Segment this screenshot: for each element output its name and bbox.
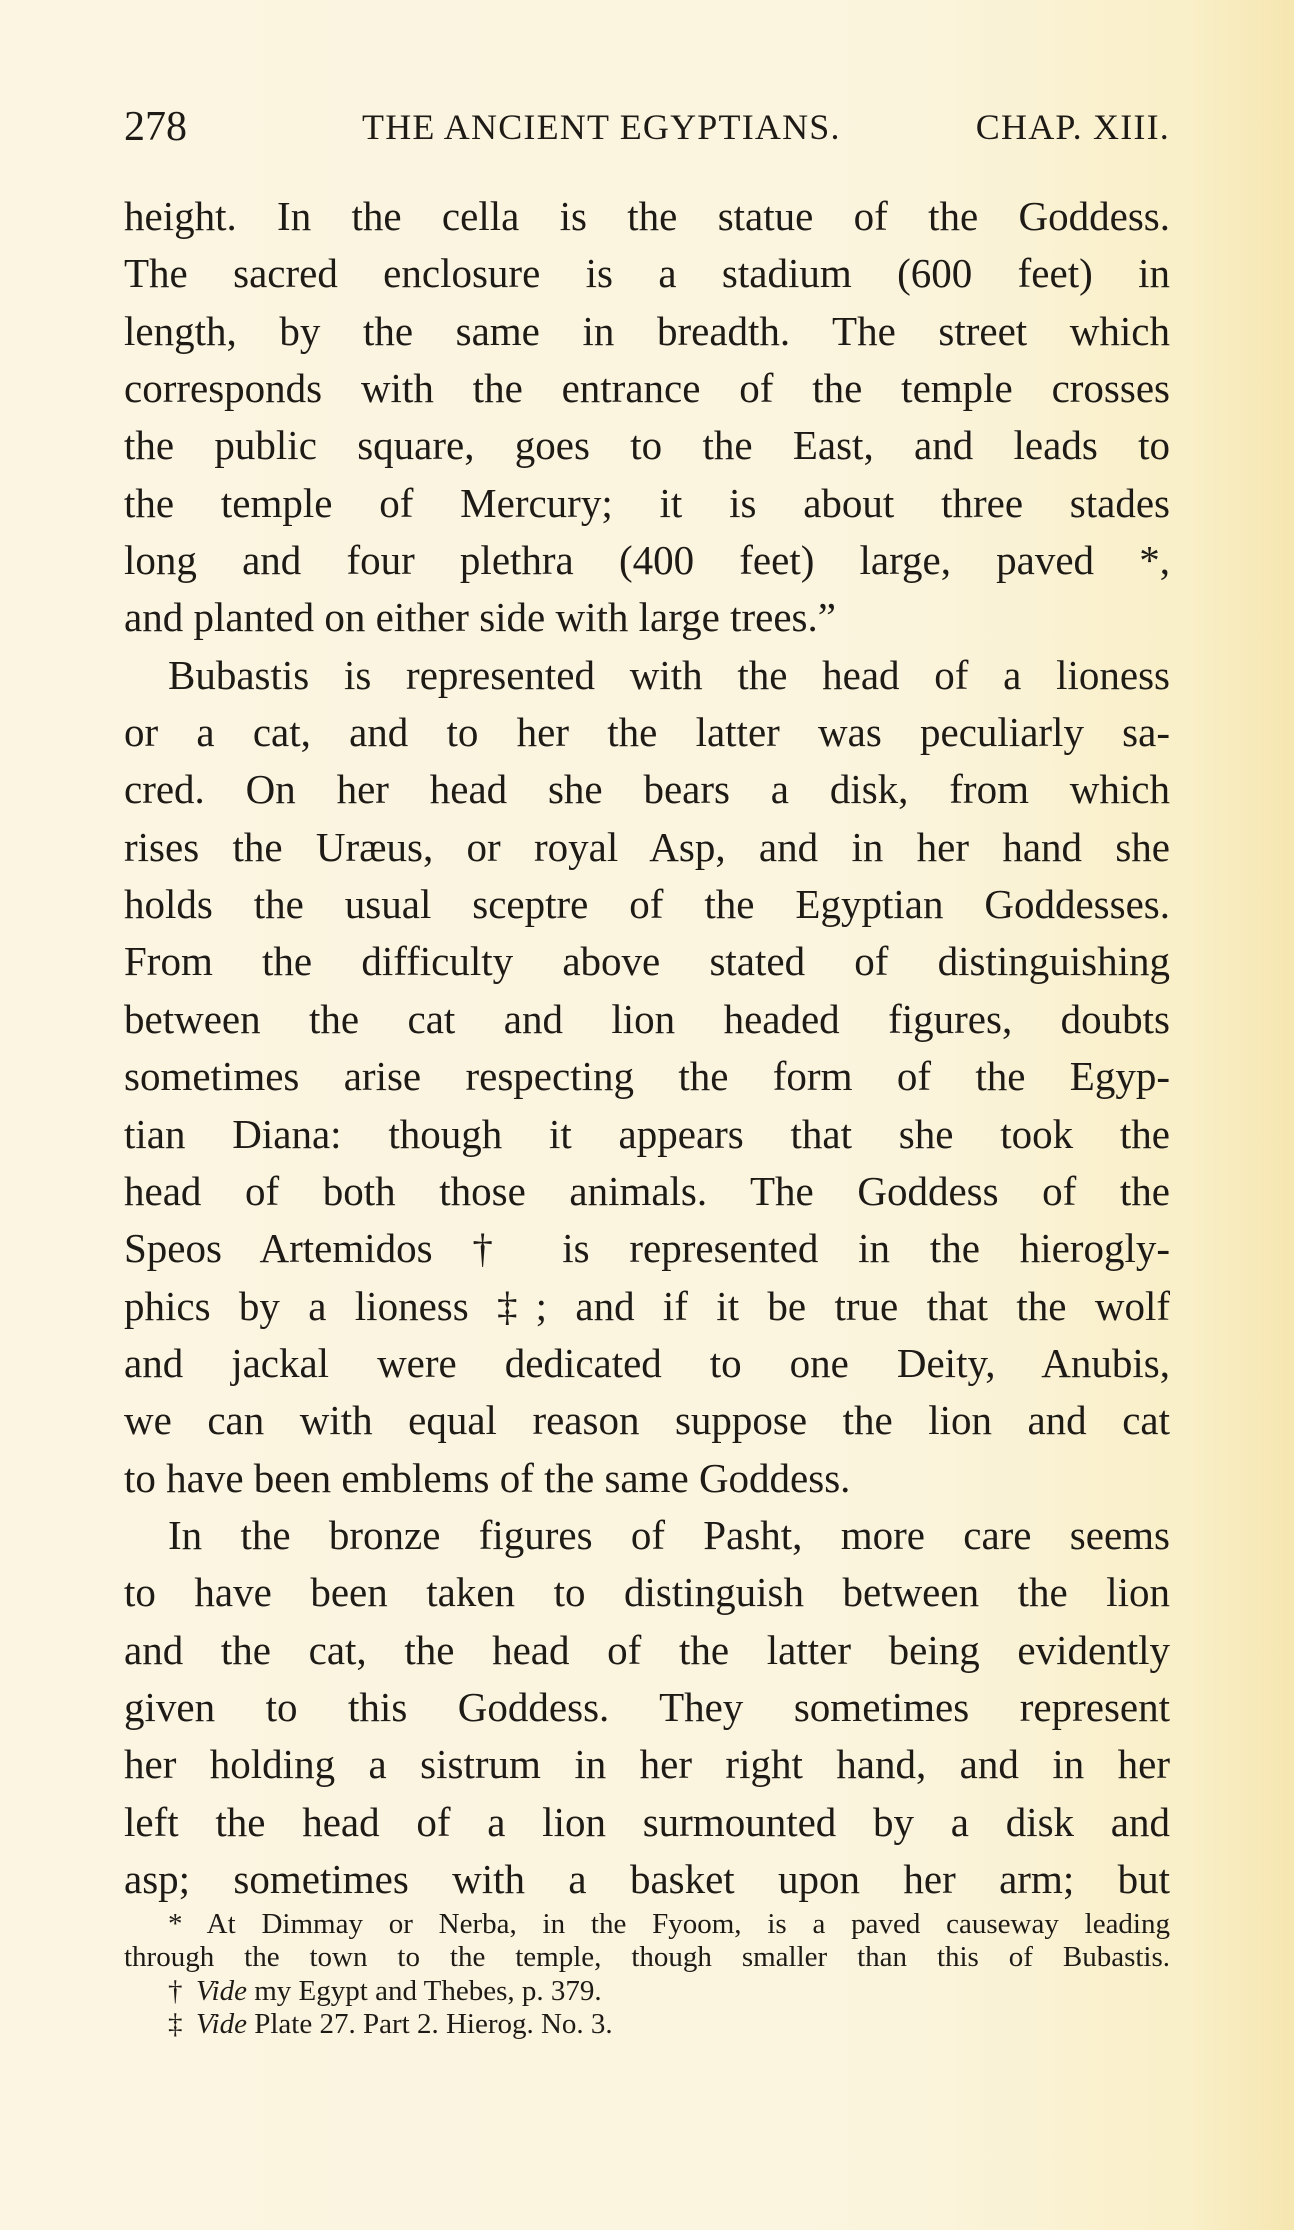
- footnote-line: [124, 1975, 1170, 2008]
- text-line: the public square, goes to the East, and leads to: [124, 422, 1170, 469]
- text-line: asp; sometimes with a basket upon her arm; but: [124, 1855, 1170, 1902]
- text-line: holds the usual sceptre of the Egyptian Goddesses.: [124, 881, 1170, 928]
- running-title: THE ANCIENT EGYPTIANS.: [362, 107, 841, 147]
- text-line: given to this Goddess. They sometimes represent: [124, 1683, 1170, 1730]
- page-number: 278: [124, 104, 187, 150]
- text-line: phics by a lioness ‡; and if it be true that the wolf: [124, 1282, 1170, 1329]
- footnote-text: my Egypt and Thebes, p. 379.: [254, 1974, 602, 2007]
- text-line: and jackal were dedicated to one Deity, Anubis,: [124, 1339, 1170, 1386]
- dagger-mark: †: [168, 1974, 183, 2007]
- vide-italic: Vide: [196, 2007, 247, 2040]
- text-line: to have been taken to distinguish between the lion: [124, 1569, 1170, 1616]
- text-line: height. In the cella is the statue of the Goddess.: [124, 193, 1170, 239]
- footnote-line: through the town to the temple, though smaller than this of Bubastis.: [124, 1941, 1170, 1974]
- text-line: tian Diana: though it appears that she took the: [124, 1110, 1170, 1157]
- text-line: corresponds with the entrance of the temple crosses: [124, 365, 1170, 412]
- text-line: and planted on either side with large trees.”: [124, 594, 836, 641]
- text-line: long and four plethra (400 feet) large, paved *,: [124, 537, 1170, 584]
- text-line: head of both those animals. The Goddess of the: [124, 1167, 1170, 1214]
- footnotes: [124, 1908, 1170, 2041]
- footnote-line: [124, 2008, 1170, 2041]
- text-line: her holding a sistrum in her right hand, and in her: [124, 1741, 1170, 1788]
- text-line: Bubastis is represented with the head of a lioness: [168, 651, 1170, 698]
- text-line: to have been emblems of the same Goddess.: [124, 1454, 851, 1501]
- text-line: Speos Artemidos † is represented in the hierogly-: [124, 1225, 1170, 1272]
- text-line: From the difficulty above stated of distinguishing: [124, 938, 1170, 985]
- double-dagger-mark: ‡: [168, 2007, 183, 2040]
- text-line: we can with equal reason suppose the lion and cat: [124, 1397, 1170, 1444]
- text-line: and the cat, the head of the latter being evidently: [124, 1626, 1170, 1673]
- text-line: rises the Uræus, or royal Asp, and in her hand she: [124, 823, 1170, 870]
- text-line: length, by the same in breadth. The street which: [124, 307, 1170, 354]
- footnote-line: * At Dimmay or Nerba, in the Fyoom, is a paved causeway leading: [168, 1908, 1170, 1940]
- text-line: In the bronze figures of Pasht, more care seems: [168, 1511, 1170, 1558]
- text-line: cred. On her head she bears a disk, from which: [124, 766, 1170, 813]
- text-line: The sacred enclosure is a stadium (600 feet) in: [124, 250, 1170, 297]
- vide-italic: Vide: [196, 1974, 247, 2007]
- chapter-label: CHAP. XIII.: [975, 107, 1170, 147]
- text-line: between the cat and lion headed figures, doubts: [124, 995, 1170, 1042]
- text-line: sometimes arise respecting the form of the Egyp-: [124, 1053, 1170, 1100]
- footnote-text: Plate 27. Part 2. Hierog. No. 3.: [254, 2007, 613, 2040]
- body-text: [124, 188, 1170, 1908]
- text-line: or a cat, and to her the latter was peculiarly sa-: [124, 709, 1170, 756]
- running-head: [124, 102, 1170, 152]
- text-line: left the head of a lion surmounted by a disk and: [124, 1798, 1170, 1845]
- text-line: the temple of Mercury; it is about three stades: [124, 479, 1170, 526]
